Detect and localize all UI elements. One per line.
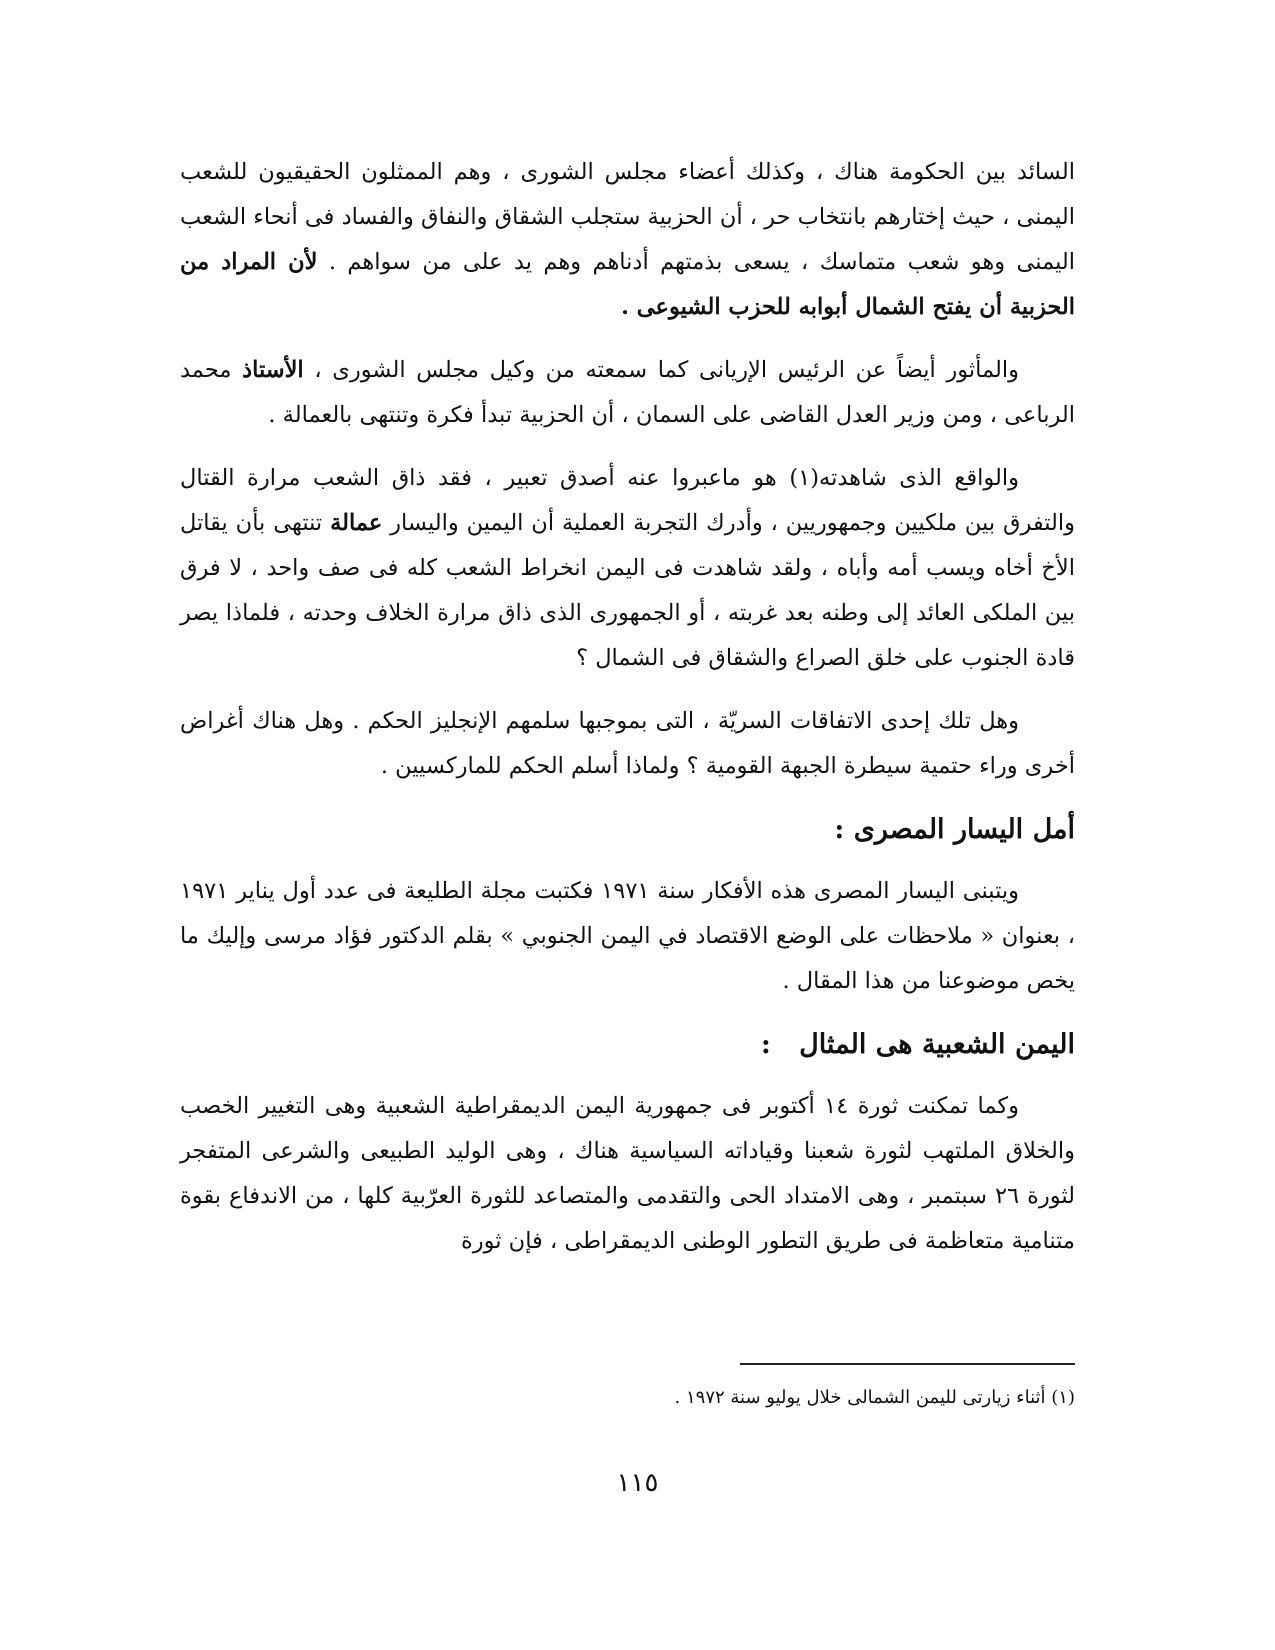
paragraph-2-emphasis: الأستاذ <box>242 357 304 383</box>
paragraph-6: وكما تمكنت ثورة ١٤ أكتوبر فى جمهورية اليمن الديمقراطية الشعبية وهى التغيير الخصب والخلاق الملتهب لثورة شعبنا وقياداته السياسية هناك ، وهى الوليد الطبيعى والشرعى المتفجر لثورة ٢٦ سبتمبر ، وهى الامتداد الحى والتقدمى والمتصاعد للثورة العرّبية كلها ، من الاندفاع بقوة متنامية متعاظمة فى طريق التطور الوطنى الديمقراطى ، فإن ثورة <box>180 1093 1075 1254</box>
paragraph-1-emphasis: لأن المراد من الحزبية أن يفتح الشمال أبوابه للحزب الشيوعى . <box>180 249 1075 320</box>
paragraph-2-start: والمأثور أيضاً عن الرئيس الإريانى كما سمعته من وكيل مجلس الشورى ، <box>314 357 1020 383</box>
section-heading-popular-yemen: اليمن الشعبية هى المثال : <box>760 1029 1075 1060</box>
footnote-divider <box>740 1363 1075 1365</box>
footnote: (١) أثناء زيارتى لليمن الشمالى خلال يوليو سنة ١٩٧٢ . <box>674 1387 1075 1408</box>
paragraph-3-start: والواقع الذى شاهدته(١) هو ماعبروا عنه أصدق تعبير ، فقد ذاق الشعب مرارة القتال والتفرق بين ملكيين وجمهوريين ، وأدرك التجربة العملية أن اليمين واليسار <box>180 465 1076 536</box>
paragraph-4: وهل تلك إحدى الاتفاقات السريّة ، التى بموجبها سلمهم الإنجليز الحكم . وهل هناك أغراض أخرى وراء حتمية سيطرة الجبهة القومية ؟ ولماذا أسلم الحكم للماركسيين . <box>180 708 1075 779</box>
paragraph-2-end: محمد الرباعى ، ومن وزير العدل القاضى على السمان ، أن الحزبية تبدأ فكرة وتنتهى بالعمالة . <box>180 357 1075 428</box>
page-number: ١١٥ <box>616 1468 659 1498</box>
paragraph-3-end: تنتهى بأن يقاتل الأخ أخاه ويسب أمه وأباه ، ولقد شاهدت فى اليمن انخراط الشعب كله فى صف واحد ، لا فرق بين الملكى العائد إلى وطنه بعد غربته ، أو الجمهورى الذى ذاق مرارة الخلاف وحدته ، فلماذا يصر قادة الجنوب على خلق الصراع والشقاق فى الشمال ؟ <box>180 510 1075 671</box>
paragraph-3 <box>180 456 1075 681</box>
paragraph-2 <box>180 348 1075 438</box>
paragraph-3-emphasis: عمالة <box>330 510 383 536</box>
paragraph-5: ويتبنى اليسار المصرى هذه الأفكار سنة ١٩٧١ فكتبت مجلة الطليعة فى عدد أول يناير ١٩٧١ ، بعنوان « ملاحظات على الوضع الاقتصاد في اليمن الجنوبي » بقلم الدكتور فؤاد مرسى وإليك ما يخص موضوعنا من هذا المقال . <box>180 878 1075 994</box>
page-body <box>180 150 1075 1282</box>
paragraph-1 <box>180 150 1075 330</box>
paragraph-1-text: السائد بين الحكومة هناك ، وكذلك أعضاء مجلس الشورى ، وهم الممثلون الحقيقيون للشعب اليمنى ، حيث إختارهم بانتخاب حر ، أن الحزبية ستجلب الشقاق والنفاق والفساد فى أنحاء الشعب اليمنى وهو شعب متماسك ، يسعى بذمتهم أدناهم وهم يد على من سواهم . <box>180 159 1075 275</box>
section-heading-egyptian-left: أمل اليسار المصرى : <box>834 814 1075 845</box>
